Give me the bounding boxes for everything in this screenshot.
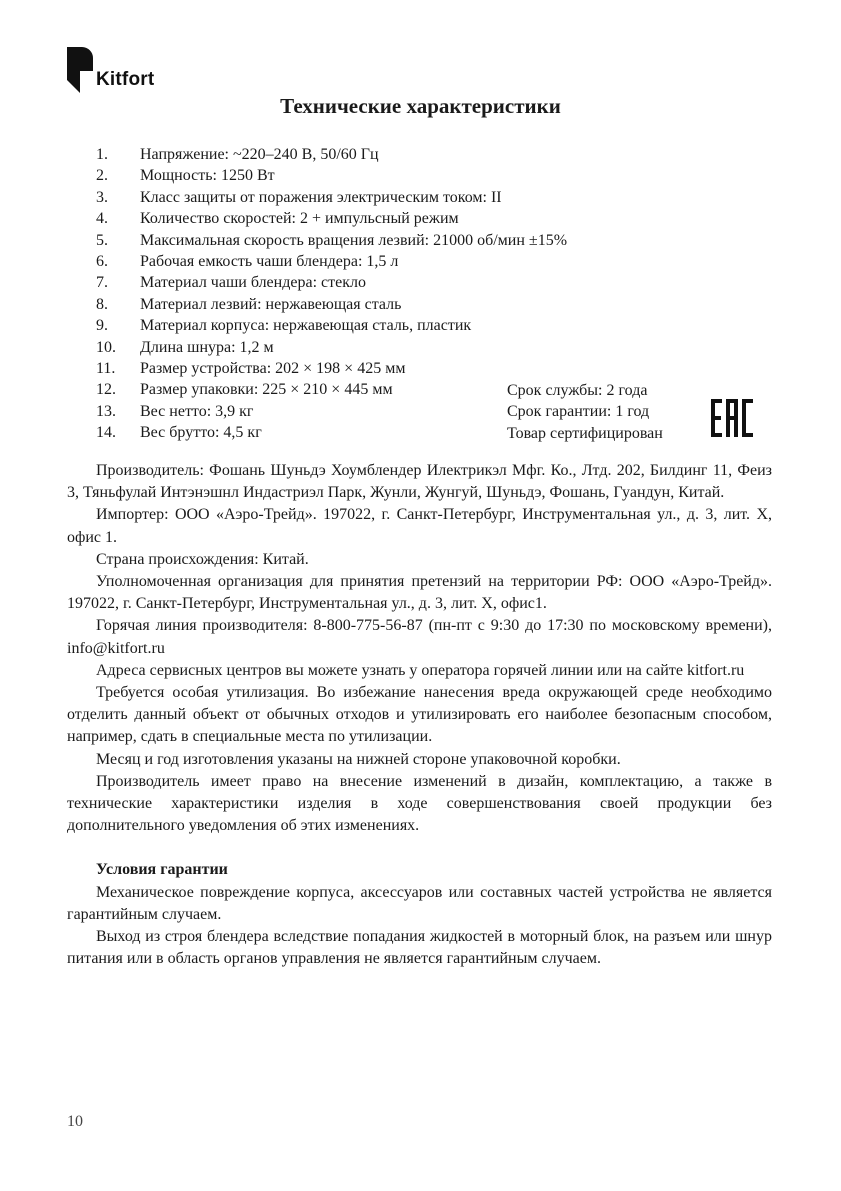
spec-number: 5.: [96, 231, 108, 249]
authorized-paragraph: Уполномоченная организация для принятия претензий на территории РФ: ООО «Аэро-Трейд». 197022, г. Санкт-Петербург, Инструментальная ул., д. 3, лит. Х, офис1.: [67, 573, 772, 613]
spec-number: 14.: [96, 424, 116, 442]
spec-item: [96, 144, 756, 165]
service-centers-paragraph: Адреса сервисных центров вы можете узнать у оператора горячей линии или на сайте kitfort.ru: [96, 661, 745, 679]
page-number: 10: [67, 1113, 83, 1130]
spec-text: Максимальная скорость вращения лезвий: 21000 об/мин ±15%: [140, 231, 568, 249]
spec-item: [96, 251, 756, 272]
info-text: [67, 460, 772, 970]
kitfort-logo-mark-icon: [67, 47, 93, 93]
importer-paragraph: Импортер: ООО «Аэро-Трейд». 197022, г. Санкт-Петербург, Инструментальная ул., д. 3, лит. Х, офис 1.: [67, 506, 772, 546]
spec-text: Мощность: 1250 Вт: [140, 167, 275, 185]
warranty-liquid-paragraph: Выход из строя блендера вследствие попадания жидкостей в моторный блок, на разъем или шнур питания или в область органов управления не является гарантийным случаем.: [67, 928, 772, 968]
spec-text: Материал корпуса: нержавеющая сталь, пластик: [140, 317, 472, 335]
spec-number: 3.: [96, 188, 108, 206]
spec-item: [96, 337, 756, 358]
spec-number: 2.: [96, 167, 108, 185]
hotline-paragraph: Горячая линия производителя: 8-800-775-56-87 (пн-пт с 9:30 до 17:30 по московскому времени), info@kitfort.ru: [67, 617, 772, 657]
spec-text: Размер устройства: 202 × 198 × 425 мм: [140, 359, 406, 377]
service-life: Срок службы: 2 года: [507, 382, 648, 399]
warranty-damage-paragraph: Механическое повреждение корпуса, аксессуаров или составных частей устройства не является гарантийным случаем.: [67, 883, 772, 923]
spec-text: Количество скоростей: 2 + импульсный режим: [140, 210, 459, 228]
spec-item: [96, 315, 756, 336]
page-title: Технические характеристики: [280, 94, 561, 118]
spec-item: [96, 358, 756, 379]
spec-text: Класс защиты от поражения электрическим током: II: [140, 188, 502, 206]
spec-item: [96, 294, 756, 315]
spec-number: 13.: [96, 402, 116, 420]
disposal-paragraph: Требуется особая утилизация. Во избежание нанесения вреда окружающей среде необходимо отделить данный объект от обычных отходов и утилизировать его наиболее безопасным способом, например, сдать в специальные места по утилизации.: [67, 684, 772, 746]
spec-text: Напряжение: ~220–240 В, 50/60 Гц: [140, 146, 379, 163]
spec-item: [96, 230, 756, 251]
service-info: [507, 380, 663, 444]
spec-text: Материал чаши блендера: стекло: [140, 274, 366, 292]
spec-item: [96, 272, 756, 293]
spec-number: 4.: [96, 210, 108, 228]
changes-paragraph: Производитель имеет право на внесение изменений в дизайн, комплектацию, а также в технические характеристики изделия в ходе совершенствования своей продукции без дополнительного уведомления об этих изменениях.: [67, 772, 772, 835]
spec-number: 1.: [96, 146, 108, 163]
spec-number: 12.: [96, 381, 116, 399]
spec-text: Вес брутто: 4,5 кг: [140, 424, 262, 442]
logo-text: Kitfort: [96, 69, 155, 90]
spec-text: Вес нетто: 3,9 кг: [140, 402, 254, 420]
spec-number: 9.: [96, 317, 108, 335]
spec-number: 11.: [96, 359, 116, 377]
spec-number: 8.: [96, 295, 108, 313]
spec-item: [96, 165, 756, 186]
manufacturer-paragraph: Производитель: Фошань Шуньдэ Хоумблендер Илектрикэл Мфг. Ко., Лтд. 202, Билдинг 11, Феиз 3, Тяньфулай Интэнэшнл Индастриэл Парк, Жунли, Жунгуй, Шуньдэ, Фошань, Гуандун, Китай.: [67, 462, 772, 502]
warranty-heading: Условия гарантии: [96, 861, 228, 879]
manufacture-date-paragraph: Месяц и год изготовления указаны на нижней стороне упаковочной коробки.: [96, 750, 621, 768]
spec-number: 6.: [96, 252, 108, 270]
spec-item: [96, 187, 756, 208]
origin-paragraph: Страна происхождения: Китай.: [96, 550, 309, 568]
spec-text: Рабочая емкость чаши блендера: 1,5 л: [140, 252, 399, 270]
spec-number: 7.: [96, 274, 108, 292]
certified-note: Товар сертифицирован: [507, 424, 663, 442]
spec-text: Размер упаковки: 225 × 210 × 445 мм: [140, 381, 393, 399]
spec-text: Длина шнура: 1,2 м: [140, 338, 274, 356]
spec-item: [96, 208, 756, 229]
kitfort-logo: [67, 47, 154, 93]
eac-mark-icon: [711, 399, 753, 437]
warranty-period: Срок гарантии: 1 год: [507, 403, 650, 421]
spec-number: 10.: [96, 338, 116, 356]
spec-text: Материал лезвий: нержавеющая сталь: [140, 295, 402, 313]
